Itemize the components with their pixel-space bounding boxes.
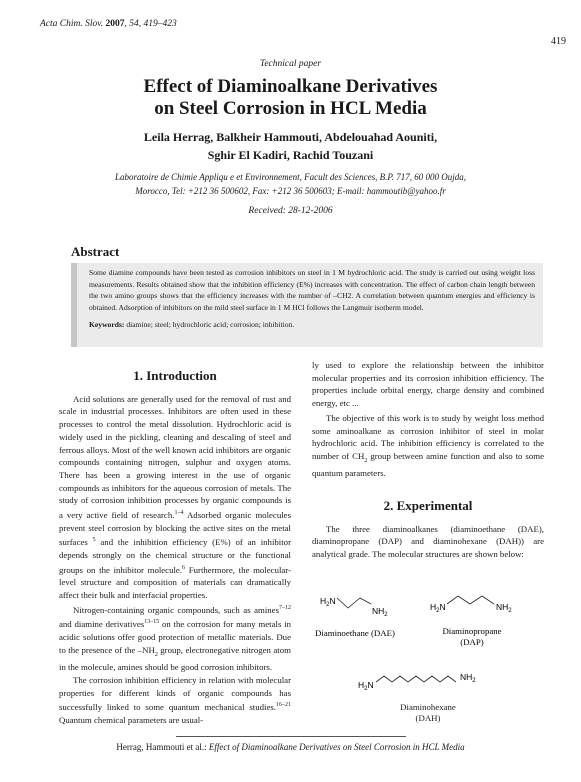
journal-year: 2007 — [105, 19, 125, 29]
dah-name — [380, 702, 476, 724]
keywords-text: diamine; steel; hydrochloric acid; corrosion; inhibition. — [126, 320, 295, 330]
page-number: 419 — [551, 36, 566, 47]
abstract-box — [71, 263, 543, 347]
structure-dae — [315, 596, 395, 638]
dap-chain — [447, 596, 494, 604]
structure-dah — [358, 672, 476, 692]
title-line-2: on Steel Corrosion in HCL Media — [154, 98, 427, 119]
footer-divider — [176, 736, 406, 737]
footer-title: Effect of Diaminoalkane Derivatives on Steel Corrosion in HCL Media — [208, 742, 465, 752]
molecular-structures — [300, 582, 550, 702]
right-column — [312, 359, 544, 561]
dap-name-line-2: (DAP) — [460, 637, 484, 647]
authors-line-2: Sghir El Kadiri, Rachid Touzani — [207, 148, 374, 162]
experimental-heading: 2. Experimental — [383, 498, 473, 514]
dah-name-line-1: Diaminohexane — [400, 702, 456, 712]
keywords-label: Keywords: — [89, 320, 125, 330]
dah-name-line-2: (DAH) — [415, 713, 441, 723]
intro-paragraph-4: The objective of this work is to study by weight loss method some aminoalkane as corrosion inhibitor of steel in molar hydrochloric acid. The inhibition efficiency is correlated to the number of $CH_2$ group between amine function and also to some quantum parameters. — [312, 412, 544, 479]
page-footer — [0, 742, 581, 752]
structure-dap — [430, 596, 512, 647]
dah-chain — [376, 676, 456, 682]
journal-pages: 419–423 — [143, 19, 177, 29]
abstract-heading: Abstract — [71, 244, 120, 259]
affiliation — [0, 170, 581, 198]
dae-right-amine: $NH_2$ — [372, 606, 388, 618]
affiliation-line-2: Morocco, Tel: +212 36 500602, Fax: +212 36 500603; E-mail: hammoutib@yahoo.fr — [135, 186, 446, 196]
dae-left-amine: $H_2N$ — [320, 596, 336, 608]
affiliation-line-1: Laboratoire de Chimie Appliqu e et Environnement, Facult des Sciences, B.P. 717, 60 000 Oujda, — [115, 172, 466, 182]
journal-name: Acta Chim. Slov. — [40, 19, 104, 29]
dap-right-amine: $NH_2$ — [496, 602, 512, 614]
intro-paragraph-2: Nitrogen-containing organic compounds, such as amines$^{7-12}$ and diamine derivatives$^{13-15}$ on the corrosion for many metals in acidic solutions offer good protection of metallic materials. Due to the presence of the $-NH_2$ group, electronegative nitrogen atom in the molecule, amines should be good corrosion inhibitors. — [59, 604, 291, 673]
dah-left-amine: $H_2N$ — [358, 680, 374, 692]
journal-header: Acta Chim. Slov. 2007, 54, 419–423 — [40, 19, 177, 29]
intro-paragraph-1: Acid solutions are generally used for the removal of rust and scale in industrial processes. Inhibitors are often used in these processes to control the metal dissolution. Hydrochloric acid is widely used in the pickling, cleaning and descaling of steel and ferrous alloys. Most of the well known acid inhibitors are organic compounds containing nitrogen, sulphur and oxygen atoms. There has been a growing interest in the use of organic compounds as inhibitors for the aqueous corrosion of metals. The study of corrosion inhibition processes by organic compounds is a very active field of research.$^{1-4}$ Adsorbed organic molecules prevent steel corrosion by blocking the active sites on the metal surfaces $^5$ and the inhibition efficiency (E%) of an inhibitor depends strongly on the chemical structure or the functional groups on the inhibitor molecule.$^6$ Furthermore, the molecular-level structure and composition of materials can dramatically affect their bulk and interfacial properties. — [59, 393, 292, 601]
paper-title — [0, 76, 581, 120]
title-line-1: Effect of Diaminoalkane Derivatives — [143, 76, 438, 97]
left-column — [59, 362, 291, 727]
received-date: Received: 28-12-2006 — [248, 206, 333, 216]
keywords — [89, 319, 535, 331]
dah-right-amine: $NH_2$ — [460, 672, 476, 684]
intro-paragraph-3: The corrosion inhibition efficiency in relation with molecular properties for different kinds of organic compounds has successfully linked to some quantum mechanical studies.$^{16-21}$ Quantum chemical parameters are usual- — [59, 674, 291, 725]
author-list — [0, 128, 581, 164]
dae-chain — [337, 598, 371, 608]
experimental-paragraph-1: The three diaminoalkanes (diaminoethane (DAE), diaminopropane (DAP) and diaminohexane (DAH)) are analytical grade. The molecular structures are shown below: — [312, 523, 544, 560]
footer-authors: Herrag, Hammouti et al.: — [116, 742, 207, 752]
intro-continuation: ly used to explore the relationship between the inhibitor molecular properties and its corrosion inhibition efficiency. The properties include orbital energy, charge density and combined energy, etc ... — [312, 360, 544, 409]
dap-left-amine: $H_2N$ — [430, 602, 446, 614]
journal-volume: 54 — [129, 19, 139, 29]
document-type: Technical paper — [259, 59, 322, 69]
abstract-text: Some diamine compounds have been tested as corrosion inhibitors on steel in 1 M hydrochloric acid. The study is carried out using weight loss measurements. Results obtained show that the inhibition efficiency (E%) increases with concentration. The effect of carbon chain length between the two amino groups shows that the efficiency increases with the number of –CH2. A correlation between quantum energies and efficiency is obtained. Adsorption of inhibitors on the mild steel surface in 1 M HCl follows the Langmuir isotherm model. — [89, 268, 535, 312]
dap-name-line-1: Diaminopropane — [442, 626, 502, 636]
authors-line-1: Leila Herrag, Balkheir Hammouti, Abdelouahad Aouniti, — [143, 130, 438, 144]
introduction-heading: 1. Introduction — [133, 368, 217, 383]
dae-name: Diaminoethane (DAE) — [315, 628, 395, 638]
